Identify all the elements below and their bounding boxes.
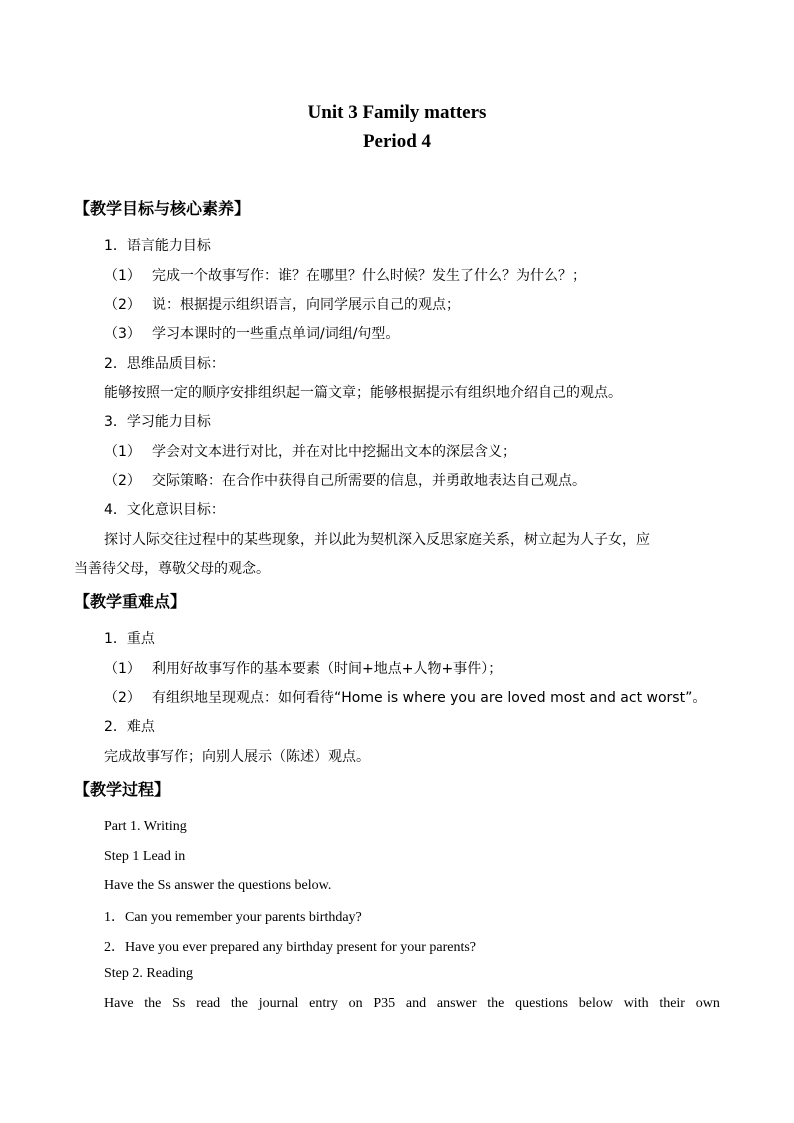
- list-item: （3） 学习本课时的一些重点单词/词组/句型。: [104, 326, 400, 342]
- difficulty-text: 完成故事写作；向别人展示（陈述）观点。: [104, 749, 370, 765]
- document-title: Unit 3 Family matters: [307, 102, 487, 123]
- goal-culture-text-2: 当善待父母，尊敬父母的观念。: [74, 561, 270, 577]
- list-item: （2） 说：根据提示组织语言，向同学展示自己的观点；: [104, 297, 460, 313]
- list-item: （2） 有组织地呈现观点：如何看待“Home is where you are loved most and act worst”。: [104, 690, 707, 706]
- section-heading-key-points: 【教学重难点】: [74, 592, 187, 611]
- goal-thinking-text: 能够按照一定的顺序安排组织起一篇文章；能够根据提示有组织地介绍自己的观点。: [104, 385, 622, 401]
- goal-culture-text-1: 探讨人际交往过程中的某些现象，并以此为契机深入反思家庭关系，树立起为人子女，应: [104, 532, 650, 548]
- step-instruction: Have the Ss answer the questions below.: [104, 878, 332, 893]
- list-item: （1） 学会对文本进行对比，并在对比中挖掘出文本的深层含义；: [104, 444, 516, 460]
- section-heading-process: 【教学过程】: [74, 780, 171, 799]
- section-heading-objectives: 【教学目标与核心素养】: [74, 199, 251, 218]
- goal-culture: 4．文化意识目标：: [104, 502, 225, 518]
- list-item: （2） 交际策略：在合作中获得自己所需要的信息，并勇敢地表达自己观点。: [104, 473, 586, 489]
- list-item: （1） 利用好故事写作的基本要素（时间+地点+人物+事件）；: [104, 661, 503, 677]
- step-title: Step 1 Lead in: [104, 849, 186, 864]
- key-point-heading: 1．重点: [104, 631, 155, 647]
- list-item: （1） 完成一个故事写作：谁？在哪里？什么时候？发生了什么？为什么？；: [104, 268, 586, 284]
- difficulty-heading: 2．难点: [104, 719, 155, 735]
- question-2: 2．Have you ever prepared any birthday present for your parents?: [104, 940, 477, 955]
- step-title: Step 2. Reading: [104, 966, 194, 981]
- part-title: Part 1. Writing: [104, 819, 187, 834]
- step-instruction-justified: Have the Ss read the journal entry on P35 and answer the questions below with their own: [104, 996, 720, 1011]
- document-subtitle: Period 4: [362, 131, 432, 152]
- goal-language: 1．语言能力目标: [104, 238, 211, 254]
- question-1: 1．Can you remember your parents birthday?: [104, 910, 362, 925]
- goal-thinking: 2．思维品质目标：: [104, 356, 225, 372]
- goal-learning: 3．学习能力目标: [104, 414, 211, 430]
